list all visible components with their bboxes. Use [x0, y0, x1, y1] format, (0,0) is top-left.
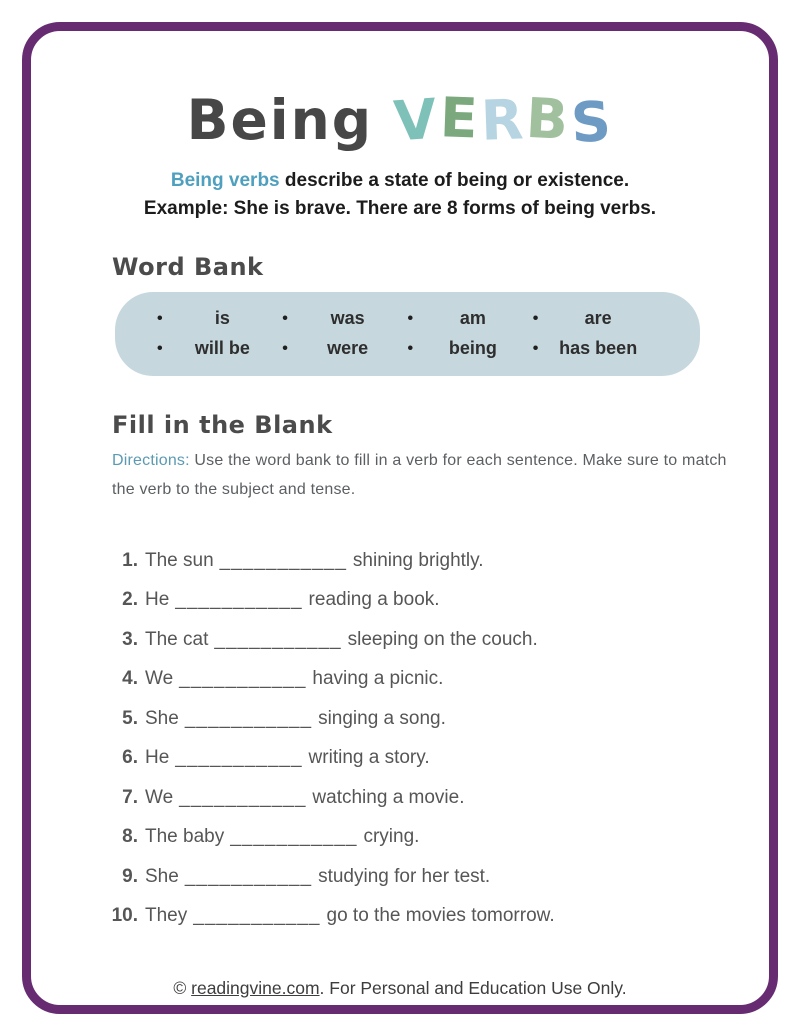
word-bank-item-being: [408, 338, 533, 359]
answer-blank: ___________: [184, 707, 313, 729]
directions-text: [112, 446, 727, 504]
answer-blank: ___________: [179, 668, 307, 689]
word-bank-item-was: [282, 308, 407, 329]
question-number: 10.: [111, 905, 138, 926]
answer-blank: ___________: [230, 826, 358, 847]
question-before-blank: They: [145, 905, 188, 926]
question-before-blank: She: [145, 865, 179, 887]
question-after-blank: having a picnic.: [312, 668, 444, 689]
title-letter-v: V: [392, 86, 443, 154]
word-bank-word: was: [330, 308, 365, 328]
word-bank-word: am: [459, 308, 486, 328]
question-after-blank: singing a song.: [318, 707, 446, 729]
word-bank-item-am: [408, 308, 533, 329]
question-after-blank: shining brightly.: [352, 549, 484, 571]
question-number: 3.: [122, 628, 138, 650]
question-number: 2.: [122, 589, 138, 610]
word-bank-item-will-be: [157, 338, 282, 359]
bullet-icon: •: [407, 309, 414, 327]
word-bank-word: being: [448, 338, 497, 358]
bullet-icon: •: [282, 339, 288, 357]
answer-blank: ___________: [184, 865, 313, 887]
question-number: 8.: [122, 826, 138, 847]
question-before-blank: He: [145, 747, 170, 768]
question-row-10: [95, 905, 705, 945]
title-letter-r: R: [479, 87, 527, 153]
question-row-2: [95, 589, 705, 629]
bullet-icon: •: [407, 339, 414, 357]
word-bank-box: [115, 292, 700, 376]
title-word-verbs: [392, 85, 616, 156]
question-before-blank: The cat: [145, 628, 209, 650]
intro-highlight: Being verbs: [170, 169, 280, 191]
question-row-7: [95, 787, 705, 827]
question-after-blank: writing a story.: [308, 747, 430, 768]
answer-blank: ___________: [179, 786, 307, 808]
footer-copyright: [0, 978, 800, 999]
question-before-blank: She: [145, 707, 179, 729]
question-number: 6.: [122, 747, 138, 768]
answer-blank: ___________: [193, 905, 321, 926]
question-list: [95, 550, 705, 945]
question-after-blank: reading a book.: [308, 589, 440, 610]
question-after-blank: crying.: [363, 826, 420, 847]
bullet-icon: •: [157, 339, 163, 357]
question-number: 5.: [122, 707, 138, 729]
question-number: 4.: [122, 668, 138, 689]
title-letter-e: E: [438, 85, 482, 151]
word-bank-item-has-been: [533, 338, 658, 359]
answer-blank: ___________: [214, 628, 342, 650]
question-after-blank: go to the movies tomorrow.: [326, 905, 555, 926]
title-word-being: Being: [186, 88, 374, 152]
title-letter-s: S: [569, 88, 616, 156]
readingvine-link[interactable]: readingvine.com: [191, 978, 320, 998]
question-number: 9.: [122, 865, 138, 887]
question-row-5: [95, 708, 705, 748]
footer-prefix: ©: [173, 978, 192, 998]
question-row-3: [95, 629, 705, 669]
question-after-blank: watching a movie.: [312, 786, 465, 808]
answer-blank: ___________: [175, 589, 303, 610]
question-after-blank: studying for her test.: [318, 865, 491, 887]
question-row-6: [95, 747, 705, 787]
bullet-icon: •: [532, 339, 539, 357]
bullet-icon: •: [282, 309, 288, 327]
word-bank-word: has been: [559, 338, 638, 358]
question-before-blank: We: [145, 786, 174, 808]
question-number: 7.: [122, 786, 138, 808]
intro-line-1: [95, 167, 705, 195]
answer-blank: ___________: [175, 747, 303, 768]
question-number: 1.: [122, 549, 138, 571]
question-before-blank: The sun: [145, 549, 214, 571]
directions-label: Directions:: [112, 451, 190, 469]
word-bank-heading: Word Bank: [112, 252, 264, 281]
word-bank-word: were: [327, 338, 369, 358]
word-bank-word: are: [584, 308, 612, 328]
worksheet-title: [95, 85, 705, 156]
fill-in-the-blank-heading: Fill in the Blank: [112, 410, 333, 439]
question-before-blank: We: [145, 668, 174, 689]
word-bank-item-were: [282, 338, 407, 359]
word-bank-item-are: [533, 308, 658, 329]
intro-text: [95, 167, 705, 223]
intro-line-2: Example: She is brave. There are 8 forms of being verbs.: [143, 197, 657, 219]
question-row-8: [95, 826, 705, 866]
bullet-icon: •: [157, 309, 163, 327]
question-row-1: [95, 550, 705, 590]
word-bank-word: will be: [194, 338, 250, 358]
word-bank-word: is: [214, 308, 230, 328]
intro-line-1-rest: describe a state of being or existence.: [279, 169, 630, 191]
question-row-9: [95, 866, 705, 906]
answer-blank: ___________: [219, 549, 347, 571]
bullet-icon: •: [532, 309, 539, 327]
directions-body: Use the word bank to fill in a verb for each sentence. Make sure to match the verb to the subject and tense.: [112, 451, 727, 498]
word-bank-item-is: [157, 308, 282, 329]
title-letter-b: B: [524, 85, 573, 153]
question-before-blank: He: [145, 589, 170, 610]
question-after-blank: sleeping on the couch.: [347, 628, 538, 650]
footer-suffix: . For Personal and Education Use Only.: [319, 978, 627, 998]
question-before-blank: The baby: [145, 826, 225, 847]
question-row-4: [95, 668, 705, 708]
